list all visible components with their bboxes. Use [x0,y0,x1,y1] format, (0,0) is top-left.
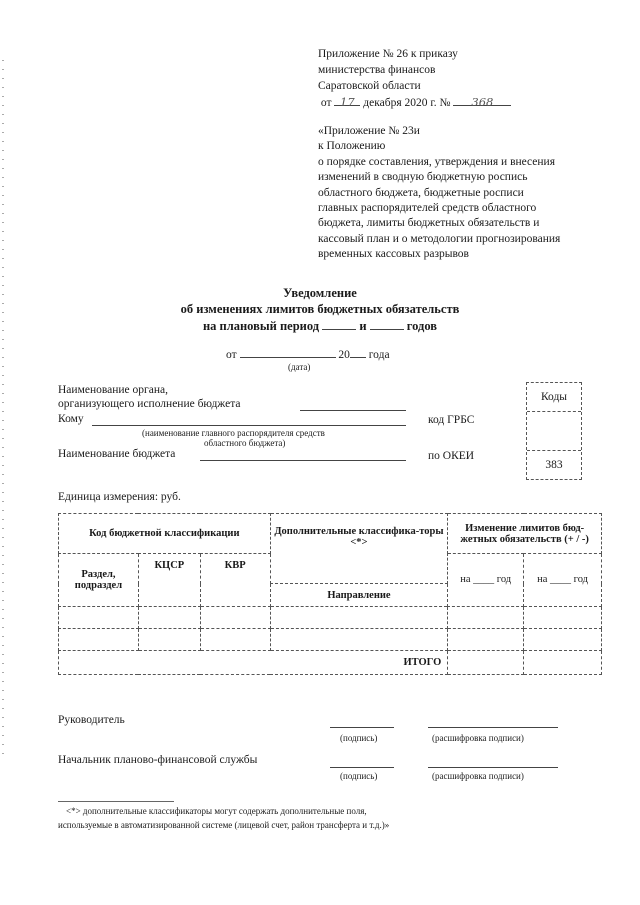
col-direction: Направление [270,584,448,606]
col-group-limit-change: Изменение лимитов бюд-жетных обязательств (+ / -) [448,514,602,554]
header-line: Приложение № 26 к приказу [318,48,458,60]
chief-label: Начальник планово-финансовой службы [58,754,258,766]
to-caption: областного бюджета) [204,438,286,448]
appendix-block [318,124,560,263]
head-signature-field[interactable] [330,716,394,728]
col-year-2: на ____ год [524,554,602,606]
unit-label: Единица измерения: руб. [58,491,181,503]
scan-margin-marks [2,60,4,760]
col-group-budget-code: Код бюджетной классификации [59,514,271,554]
appendix-line: временных кассовых разрывов [318,248,469,261]
document-title: Уведомление [283,286,357,300]
footnote-line: <*> дополнительные классификаторы могут содержать дополнительные поля, [66,806,367,816]
appendix-line: главных распорядителей средств областного [318,202,537,215]
head-decode-field[interactable] [428,716,558,728]
total-row [59,650,602,674]
footnote-rule [58,801,174,802]
header-date-rest: декабря 2020 г. № [363,97,451,109]
appendix-line: о порядке составления, утверждения и внесения [318,155,556,168]
to-field[interactable] [92,414,406,426]
sign-caption: (подпись) [340,771,378,781]
col-kvr: КВР [200,554,270,606]
decode-caption: (расшифровка подписи) [432,733,524,743]
header-line: Саратовской области [318,80,421,92]
col-kcsr: КЦСР [138,554,200,606]
col-group-extra-classifiers: Дополнительные классифика-торы <*> [270,514,448,584]
budget-field[interactable] [200,449,406,461]
date-caption: (дата) [288,362,311,372]
total-year-1[interactable] [448,650,524,674]
header-line: министерства финансов [318,64,436,76]
document-subtitle: об изменениях лимитов бюджетных обязательств [180,302,460,316]
chief-decode-field[interactable] [428,756,558,768]
header-date-line [318,94,511,111]
limits-table [58,513,602,675]
codes-header: Коды [527,383,581,412]
table-row [59,606,602,628]
decode-caption: (расшифровка подписи) [432,771,524,781]
header-date-prefix: от [320,97,332,109]
appendix-line: бюджета, лимиты бюджетных обязательств и [318,217,540,230]
okei-code-value: 383 [545,459,563,471]
sign-caption: (подпись) [340,733,378,743]
to-caption: (наименование главного распорядителя средств [142,428,325,438]
footnote-line: используемые в автоматизированной системе (лицевой счет, район трансферта и т.д.)» [58,820,390,830]
grbs-code-cell[interactable] [527,412,581,451]
year-field[interactable] [350,346,366,358]
date-field[interactable] [240,346,336,358]
chief-signature-field[interactable] [330,756,394,768]
total-label: ИТОГО [59,650,448,674]
planning-period-line: на плановый период и годов [202,319,438,333]
appendix-line: к Положению [318,140,386,153]
appendix-line: областного бюджета, бюджетные росписи [318,186,524,199]
head-label: Руководитель [58,714,125,726]
total-year-2[interactable] [524,650,602,674]
org-field[interactable] [300,399,406,411]
order-header [318,46,511,111]
header-date-day: 17 [334,94,360,106]
table-row [59,628,602,650]
appendix-line: кассовый план и о методологии прогнозирования [318,232,561,245]
okei-label: по ОКЕИ [428,450,475,462]
budget-label: Наименование бюджета [58,448,176,460]
appendix-line: изменений в сводную бюджетную роспись [318,171,528,184]
org-label: Наименование органа, организующего исполнение бюджета [58,384,241,410]
to-label: Кому [58,413,84,425]
grbs-label: код ГРБС [428,414,475,426]
codes-box [526,382,582,480]
col-year-1: на ____ год [448,554,524,606]
appendix-line: «Приложение № 23и [318,125,420,137]
date-line: от 20 года [226,346,390,361]
header-order-number: 368 [453,94,511,106]
col-section: Раздел, подраздел [59,554,139,606]
